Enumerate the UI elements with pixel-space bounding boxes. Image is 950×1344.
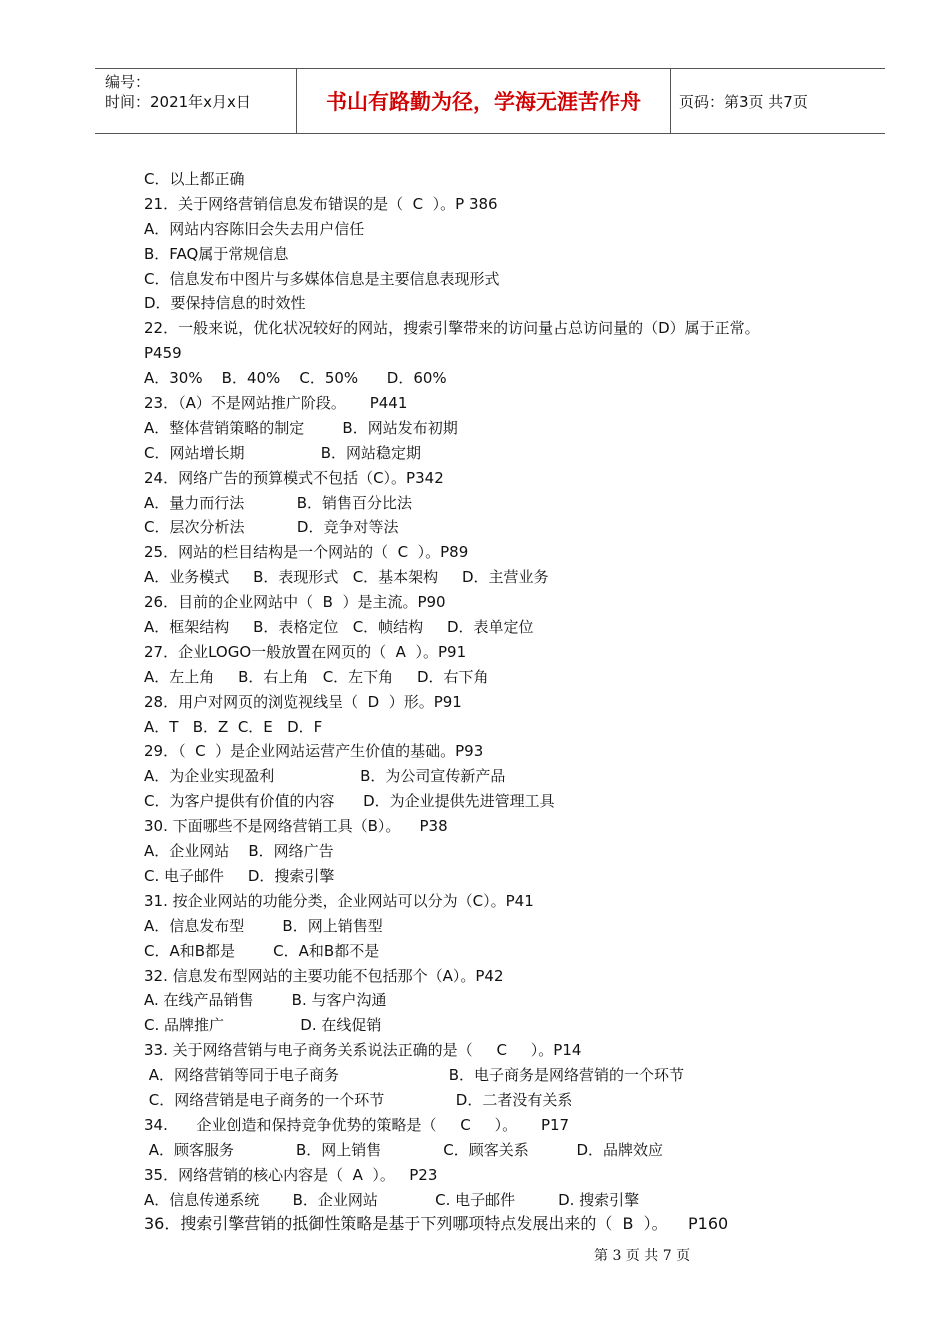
text-line: 21．关于网络营销信息发布错误的是（ C ）。P 386 [144,194,498,213]
text-line: C．网络营销是电子商务的一个环节 D．二者没有关系 [144,1090,573,1109]
text-line: 35．网络营销的核心内容是（ A ）。 P23 [144,1165,438,1184]
text-line: 27．企业LOGO一般放置在网页的（ A ）。P91 [144,642,467,661]
header-page-label: 页码：第3页 共7页 [679,92,808,111]
text-line: 25．网站的栏目结构是一个网站的（ C ）。P89 [144,543,469,562]
text-line: C．A和B都是 C．A和B都不是 [144,941,380,960]
header-motto: 书山有路勤为径，学海无涯苦作舟 [297,69,671,133]
text-line: A．网络营销等同于电子商务 B．电子商务是网络营销的一个环节 [144,1066,684,1085]
text-line: A．信息发布型 B．网上销售型 [144,916,383,935]
text-line: P459 [144,344,182,363]
text-line: A．为企业实现盈利 B．为公司宣传新产品 [144,767,506,786]
text-line: 33. 关于网络营销与电子商务关系说法正确的是（ C ）。P14 [144,1041,582,1060]
text-line: 28．用户对网页的浏览视线呈（ D ）形。P91 [144,692,462,711]
text-line: A．30% B．40% C．50% D．60% [144,369,447,388]
text-line: A．量力而行法 B．销售百分比法 [144,493,413,512]
text-line: C. 电子邮件 D．搜索引擎 [144,866,335,885]
text-line: 31. 按企业网站的功能分类，企业网站可以分为（C）。P41 [144,891,534,910]
text-line: A．整体营销策略的制定 B．网站发布初期 [144,418,458,437]
text-line: B．FAQ属于常规信息 [144,244,289,263]
text-line: 30. 下面哪些不是网络营销工具（B）。 P38 [144,817,448,836]
text-line: 29．（ C ）是企业网站运营产生价值的基础。P93 [144,742,484,761]
text-line: 24．网络广告的预算模式不包括（C）。P342 [144,468,444,487]
text-line: 34. 企业创造和保持竞争优势的策略是（ C ）。 P17 [144,1115,570,1134]
text-line: 32. 信息发布型网站的主要功能不包括那个（A）。P42 [144,966,504,985]
page-header [95,68,885,134]
text-line: 36．搜索引擎营销的抵御性策略是基于下列哪项特点发展出来的（ B ）。 P160 [144,1214,729,1234]
text-line: A．业务模式 B．表现形式 C．基本架构 D．主营业务 [144,568,549,587]
question-list [144,167,844,1237]
header-meta [95,69,297,133]
text-line: D．要保持信息的时效性 [144,294,306,313]
text-line: A．企业网站 B．网络广告 [144,842,334,861]
text-line: A. 在线产品销售 B. 与客户沟通 [144,991,387,1010]
page-footer: 第 3 页 共 7 页 [594,1248,691,1264]
text-line: C．层次分析法 D．竞争对等法 [144,518,399,537]
text-line: A．左上角 B．右上角 C．左下角 D．右下角 [144,667,489,686]
text-line: A．T B．Z C．E D．F [144,717,323,736]
text-line: C．网站增长期 B．网站稳定期 [144,443,422,462]
text-line: C．为客户提供有价值的内容 D．为企业提供先进管理工具 [144,792,555,811]
text-line: 22．一般来说，优化状况较好的网站，搜索引擎带来的访问量占总访问量的（D）属于正常。 [144,319,760,338]
text-line: A．框架结构 B．表格定位 C．帧结构 D．表单定位 [144,618,534,637]
text-line: 23．（A）不是网站推广阶段。 P441 [144,394,408,413]
text-line: A．信息传递系统 B．企业网站 C. 电子邮件 D. 搜索引擎 [144,1190,640,1209]
text-line: C．信息发布中图片与多媒体信息是主要信息表现形式 [144,269,500,288]
text-line: A．网站内容陈旧会失去用户信任 [144,219,365,238]
text-line: C．以上都正确 [144,170,245,188]
text-line: 26．目前的企业网站中（ B ）是主流。P90 [144,593,446,612]
document-number-label: 编号： [105,73,151,91]
text-line: A．顾客服务 B．网上销售 C．顾客关系 D．品牌效应 [144,1140,663,1159]
document-time-label: 时间：2021年x月x日 [105,93,251,111]
text-line: C. 品牌推广 D. 在线促销 [144,1016,382,1035]
